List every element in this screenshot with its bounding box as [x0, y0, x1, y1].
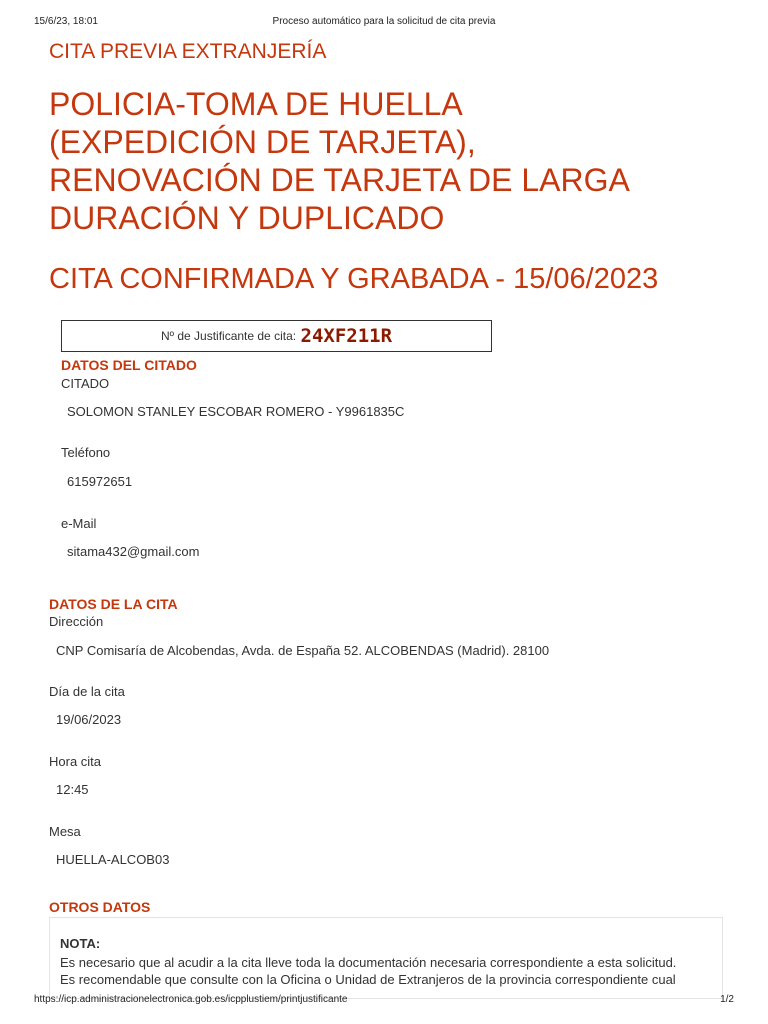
note-title: NOTA: — [60, 936, 101, 951]
citado-label: CITADO — [61, 376, 110, 391]
section-title-cita: DATOS DE LA CITA — [49, 596, 178, 612]
day-label: Día de la cita — [49, 684, 125, 699]
email-value: sitama432@gmail.com — [67, 544, 200, 559]
justificante-label: Nº de Justificante de cita: — [160, 329, 297, 343]
note-box — [49, 917, 723, 999]
procedure-title-line: RENOVACIÓN DE TARJETA DE LARGA — [49, 162, 630, 198]
address-value: CNP Comisaría de Alcobendas, Avda. de España 52. ALCOBENDAS (Madrid). 28100 — [56, 643, 550, 658]
note-text — [60, 954, 720, 988]
confirmation-title: CITA CONFIRMADA Y GRABADA - 15/06/2023 — [49, 263, 659, 295]
section-title-otros: OTROS DATOS — [49, 899, 151, 915]
citado-value: SOLOMON STANLEY ESCOBAR ROMERO - Y9961835C — [67, 404, 405, 419]
desk-value: HUELLA-ALCOB03 — [56, 852, 170, 867]
print-url: https://icp.administracionelectronica.gob.es/icpplustiem/printjustificante — [34, 994, 348, 1005]
procedure-title-line: DURACIÓN Y DUPLICADO — [49, 200, 445, 236]
note-line: Es necesario que al acudir a la cita lleve toda la documentación necesaria correspondiente a esta solicitud. — [60, 955, 677, 970]
justificante-code: 24XF211R — [300, 325, 393, 347]
time-label: Hora cita — [49, 754, 102, 769]
note-line: Es recomendable que consulte con la Oficina o Unidad de Extranjeros de la provincia correspondiente cual — [60, 972, 676, 987]
procedure-title-line: (EXPEDICIÓN DE TARJETA), — [49, 124, 476, 160]
phone-value: 615972651 — [67, 474, 133, 489]
service-title: CITA PREVIA EXTRANJERÍA — [49, 40, 327, 63]
print-title: Proceso automático para la solicitud de cita previa — [272, 16, 496, 27]
email-label: e-Mail — [61, 516, 97, 531]
address-label: Dirección — [49, 614, 104, 629]
day-value: 19/06/2023 — [56, 712, 122, 727]
phone-label: Teléfono — [61, 445, 111, 460]
print-datetime: 15/6/23, 18:01 — [34, 16, 98, 27]
desk-label: Mesa — [49, 824, 81, 839]
section-title-citado: DATOS DEL CITADO — [61, 357, 197, 373]
procedure-title-line: POLICIA-TOMA DE HUELLA — [49, 86, 463, 122]
page-number: 1/2 — [720, 994, 734, 1005]
procedure-title — [49, 85, 739, 237]
time-value: 12:45 — [56, 782, 89, 797]
justificante-box — [61, 320, 492, 352]
